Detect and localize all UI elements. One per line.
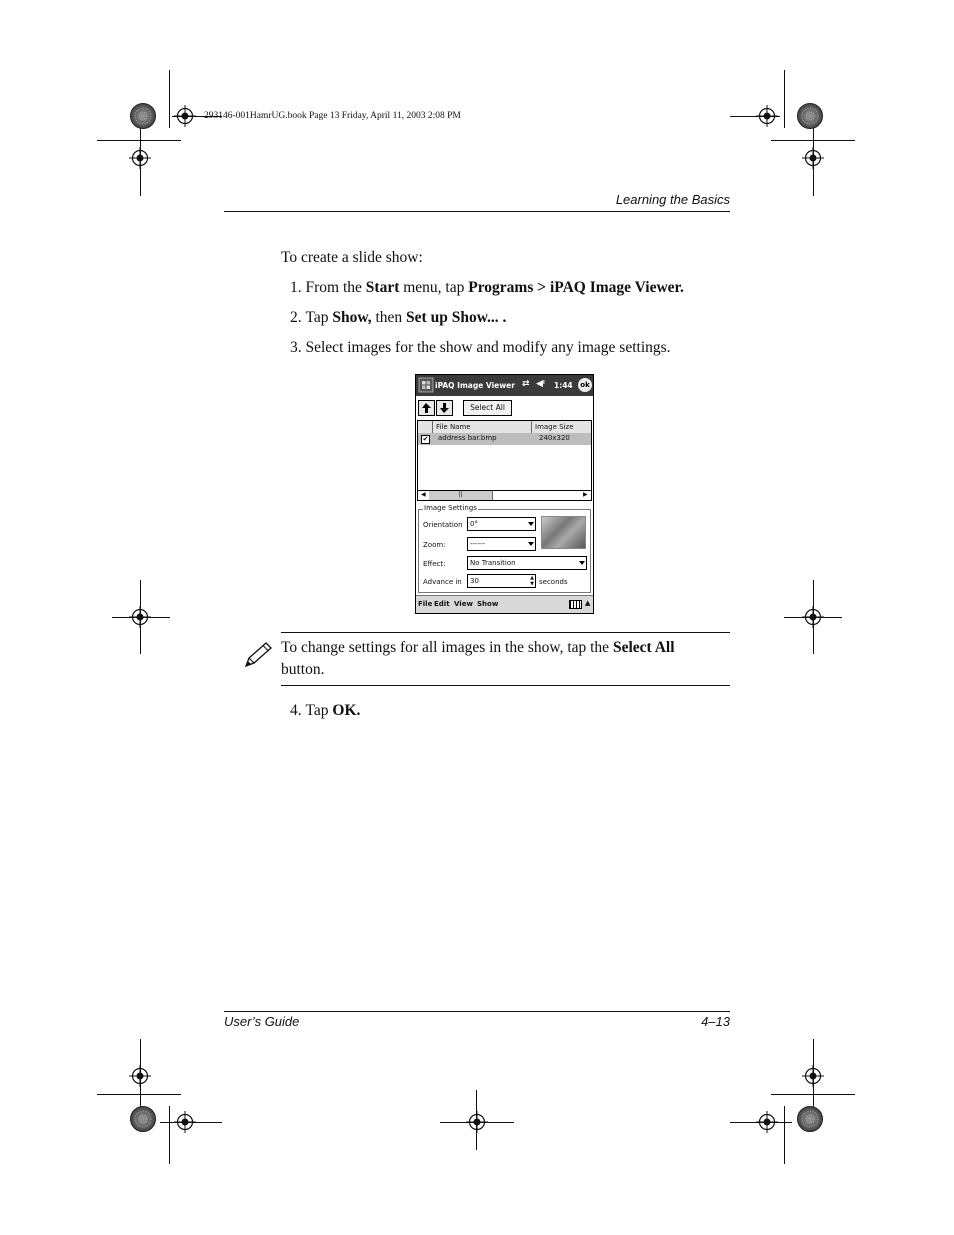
page-number: 4–13 bbox=[701, 1014, 730, 1029]
step-3: 3. Select images for the show and modify any image settings. bbox=[290, 339, 671, 356]
pencil-note-icon bbox=[242, 640, 274, 670]
pda-menu-bar bbox=[416, 595, 593, 613]
advance-label: Advance in bbox=[423, 578, 462, 586]
zoom-select[interactable]: ------ bbox=[467, 537, 536, 551]
orientation-select[interactable]: 0° bbox=[467, 517, 536, 531]
menu-file[interactable]: File bbox=[418, 600, 433, 608]
select-all-button[interactable]: Select All bbox=[463, 400, 512, 416]
note-bottom-rule bbox=[281, 685, 730, 686]
move-down-button[interactable] bbox=[436, 400, 453, 416]
note-line-1: To change settings for all images in the show, tap the Select All bbox=[281, 639, 675, 656]
chevron-down-icon bbox=[528, 542, 534, 546]
column-file-name[interactable]: File Name bbox=[433, 421, 532, 433]
note-top-rule bbox=[281, 632, 730, 633]
footer-rule bbox=[224, 1011, 730, 1012]
spin-up-icon[interactable]: ▲ bbox=[530, 575, 534, 581]
footer-left: User’s Guide bbox=[224, 1014, 300, 1029]
advance-input[interactable]: 30 ▲ ▼ bbox=[467, 574, 536, 588]
zoom-label: Zoom: bbox=[423, 541, 446, 549]
chevron-down-icon bbox=[579, 561, 585, 565]
orientation-label: Orientation bbox=[423, 521, 463, 529]
windows-start-icon[interactable] bbox=[418, 377, 434, 393]
column-check bbox=[418, 421, 433, 433]
image-thumbnail bbox=[541, 516, 586, 549]
speaker-icon: ◀ᵎ bbox=[536, 379, 545, 389]
print-slug: 293146-001HamrUG.book Page 13 Friday, April 11, 2003 2:08 PM bbox=[204, 111, 461, 121]
running-header: Learning the Basics bbox=[615, 192, 730, 207]
advance-unit: seconds bbox=[539, 578, 568, 586]
file-list[interactable] bbox=[417, 420, 592, 501]
pda-title-bar bbox=[416, 375, 593, 396]
pda-app-title: iPAQ Image Viewer bbox=[435, 381, 515, 390]
menu-view[interactable]: View bbox=[454, 600, 473, 608]
scroll-right-icon[interactable]: ▶ bbox=[583, 491, 588, 498]
effect-select[interactable]: No Transition bbox=[467, 556, 587, 570]
spin-down-icon[interactable]: ▼ bbox=[530, 581, 534, 587]
keyboard-icon[interactable] bbox=[569, 600, 582, 609]
step-4: 4. Tap OK. bbox=[290, 702, 361, 719]
pda-screenshot bbox=[415, 374, 594, 614]
note-line-2: button. bbox=[281, 661, 325, 678]
menu-edit[interactable]: Edit bbox=[434, 600, 450, 608]
scroll-left-icon[interactable]: ◀ bbox=[421, 491, 426, 498]
move-up-button[interactable] bbox=[418, 400, 435, 416]
ok-button[interactable]: ok bbox=[578, 378, 592, 392]
row-image-size: 240x320 bbox=[539, 434, 570, 442]
menu-show[interactable]: Show bbox=[477, 600, 499, 608]
list-scrollbar[interactable] bbox=[418, 490, 591, 500]
intro-text: To create a slide show: bbox=[281, 249, 423, 266]
row-checkbox[interactable]: ✔ bbox=[422, 435, 429, 443]
pda-clock: 1:44 bbox=[554, 381, 573, 390]
scroll-thumb[interactable]: || bbox=[429, 491, 493, 500]
chevron-down-icon bbox=[528, 522, 534, 526]
connectivity-icon: ⇄ bbox=[522, 379, 530, 389]
step-2: 2. Tap Show, then Set up Show... . bbox=[290, 309, 507, 326]
chevron-up-icon[interactable]: ▲ bbox=[585, 599, 591, 607]
table-row[interactable] bbox=[418, 433, 592, 445]
image-settings-group bbox=[418, 504, 591, 593]
image-settings-label: Image Settings bbox=[424, 504, 477, 512]
column-image-size[interactable]: Image Size bbox=[532, 421, 592, 433]
effect-label: Effect: bbox=[423, 560, 446, 568]
row-file-name: address bar.bmp bbox=[438, 434, 497, 442]
header-rule bbox=[224, 211, 730, 212]
step-1: 1. From the Start menu, tap Programs > iPAQ Image Viewer. bbox=[290, 279, 684, 296]
